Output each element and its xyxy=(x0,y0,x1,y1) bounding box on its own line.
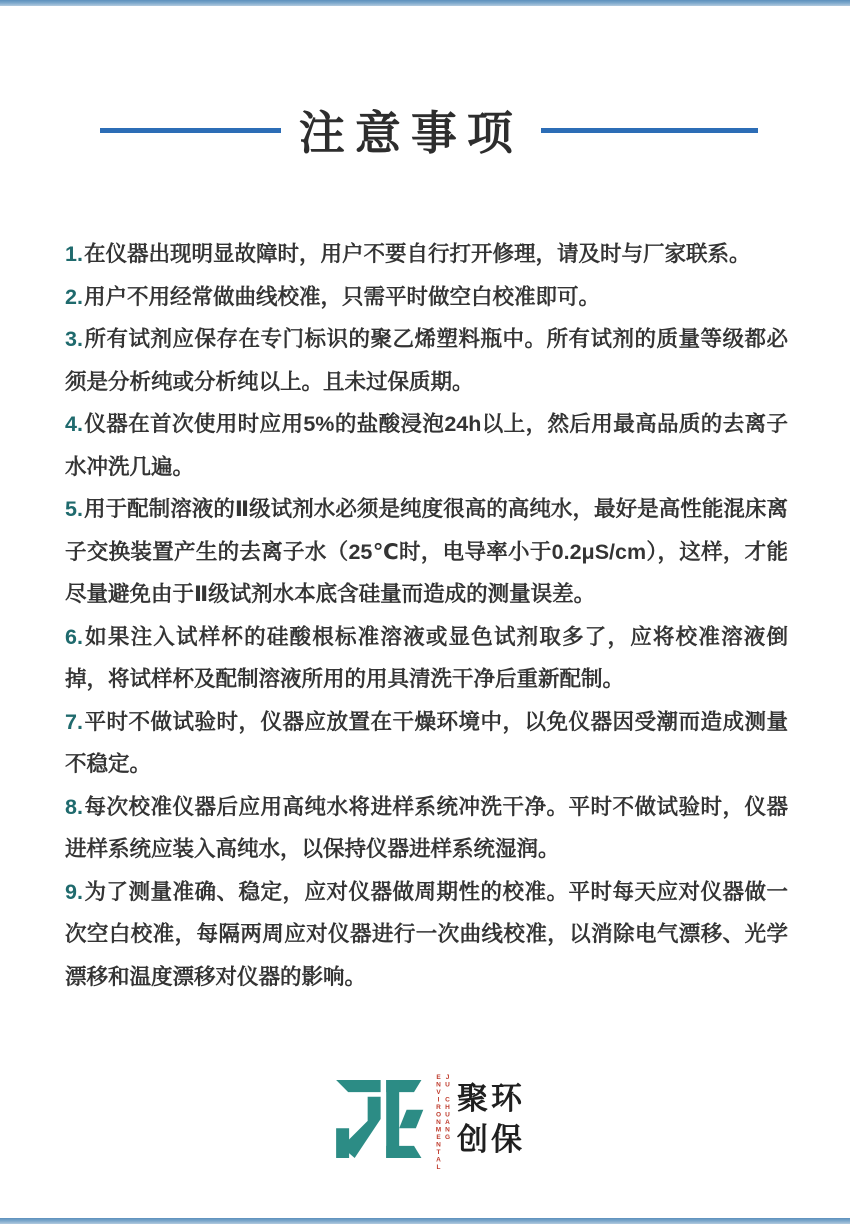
logo-english-vertical-text xyxy=(434,1074,452,1172)
note-text: 用户不用经常做曲线校准，只需平时做空白校准即可。 xyxy=(83,284,600,309)
note-text: 在仪器出现明显故障时，用户不要自行打开修理，请及时与厂家联系。 xyxy=(83,242,751,266)
note-item xyxy=(65,318,788,403)
note-number: 4. xyxy=(65,412,83,436)
note-text: 平时不做试验时，仪器应放置在干燥环境中，以免仪器因受潮而造成测量不稳定。 xyxy=(65,709,788,776)
title-block xyxy=(100,97,758,163)
note-number: 2. xyxy=(65,284,83,309)
note-number: 3. xyxy=(65,327,83,351)
note-item xyxy=(65,786,788,871)
company-logo xyxy=(0,1072,850,1172)
note-text: 用于配制溶液的Ⅱ级试剂水必须是纯度很高的高纯水，最好是高性能混床离子交换装置产生的去离子水（25℃时，电导率小于0.2μS/cm），这样，才能尽量避免由于Ⅱ级试剂水本底含硅量而造成的测量误差。 xyxy=(65,497,788,606)
note-text: 为了测量准确、稳定，应对仪器做周期性的校准。平时每天应对仪器做一次空白校准，每隔两周应对仪器进行一次曲线校准，以消除电气漂移、光学漂移和温度漂移对仪器的影响。 xyxy=(65,879,788,989)
note-item xyxy=(65,871,788,999)
note-text: 每次校准仪器后应用高纯水将进样系统冲洗干净。平时不做试验时，仪器进样系统应装入高纯水，以保持仪器进样系统湿润。 xyxy=(65,794,788,861)
note-number: 9. xyxy=(65,879,83,904)
note-item xyxy=(65,233,788,276)
note-item xyxy=(65,403,788,488)
note-item xyxy=(65,488,788,616)
title-right-line xyxy=(541,128,758,133)
notes-list xyxy=(65,233,788,998)
jc-monogram-icon xyxy=(325,1072,427,1166)
logo-chinese-text xyxy=(457,1072,525,1166)
title-left-line xyxy=(100,128,281,133)
logo-en-line2: ENVIRONMENTAL xyxy=(435,1074,442,1172)
note-text: 所有试剂应保存在专门标识的聚乙烯塑料瓶中。所有试剂的质量等级都必须是分析纯或分析纯以上。且未过保质期。 xyxy=(65,327,788,394)
logo-cn-line2: 创保 xyxy=(457,1122,525,1157)
top-border-bar xyxy=(0,0,850,6)
note-item xyxy=(65,701,788,786)
bottom-border-bar xyxy=(0,1218,850,1224)
note-item xyxy=(65,616,788,701)
note-number: 8. xyxy=(65,794,83,819)
logo-cn-line1: 聚环 xyxy=(457,1081,525,1116)
note-item xyxy=(65,276,788,319)
logo-en-line1: JU CHUANG xyxy=(444,1074,451,1142)
page-title: 注意事项 xyxy=(298,107,523,159)
note-number: 5. xyxy=(65,497,83,521)
note-text: 如果注入试样杯的硅酸根标准溶液或显色试剂取多了，应将校准溶液倒掉，将试样杯及配制溶液所用的用具清洗干净后重新配制。 xyxy=(65,624,788,691)
note-number: 7. xyxy=(65,709,83,734)
note-text: 仪器在首次使用时应用5%的盐酸浸泡24h以上，然后用最高品质的去离子水冲洗几遍。 xyxy=(65,412,788,479)
note-number: 6. xyxy=(65,624,83,649)
note-number: 1. xyxy=(65,242,83,266)
